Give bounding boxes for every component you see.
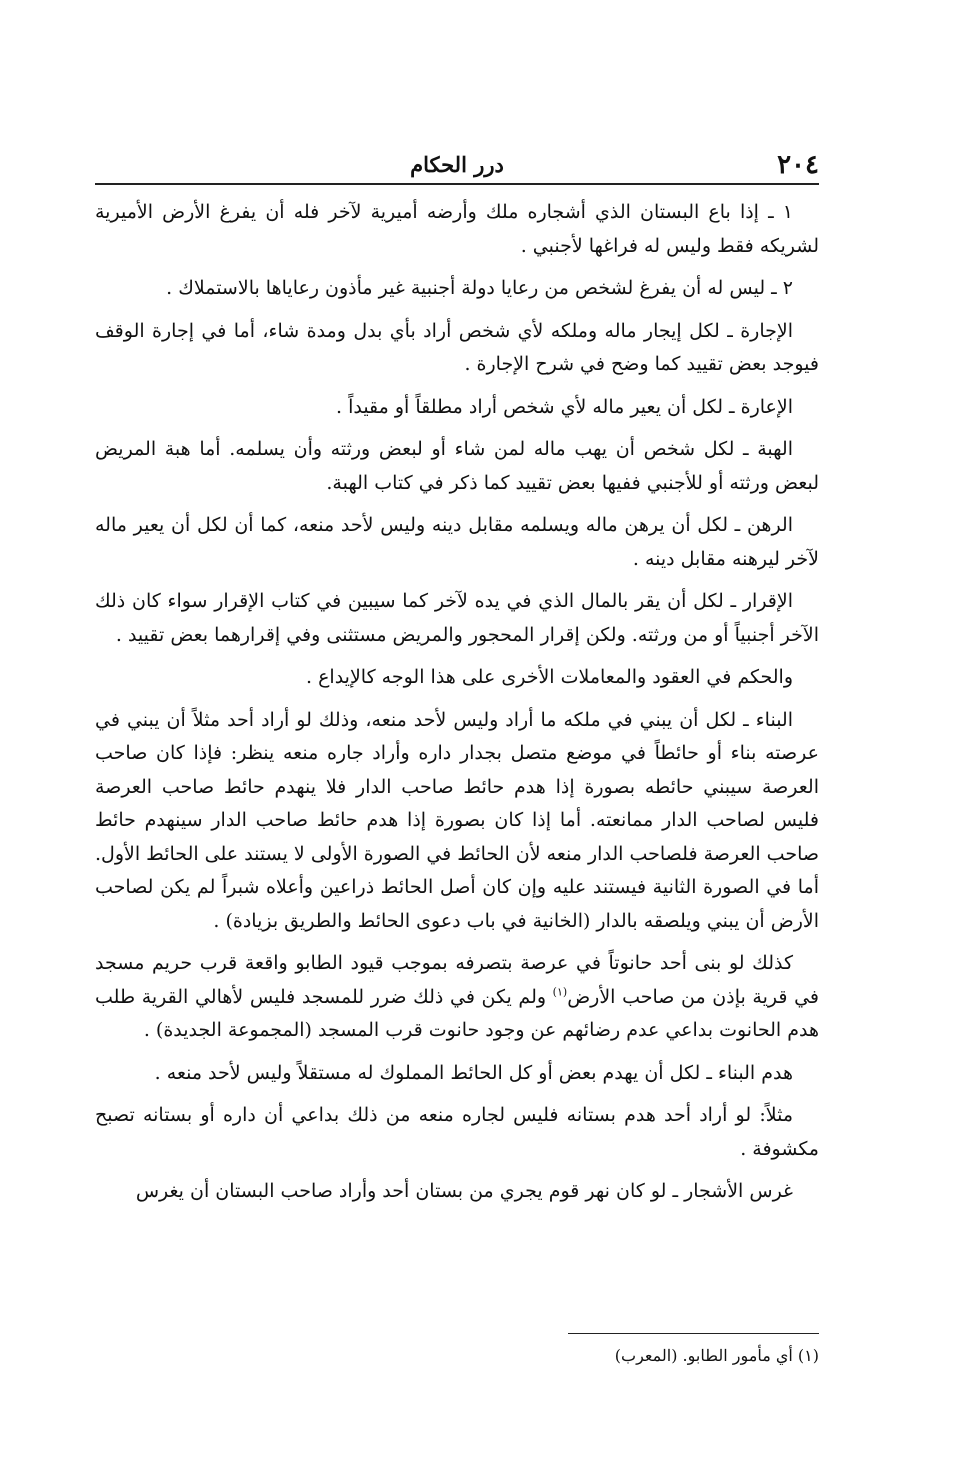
paragraph-shop-text-start: كذلك لو بنى أحد حانوتاً في عرصة بتصرفه بموجب قيود الطابو واقعة قرب حريم مسجد في قرية بإذن من صاحب الأرض <box>95 952 820 1008</box>
paragraph-building: البناء ـ لكل أن يبني في ملكه ما أراد وليس لأحد منعه، وذلك لو أراد أحد مثلاً أن يبني في عرصته بناء أو حائطاً في موضع متصل بجدار داره وأراد جاره منعه ينظر: فإذا كان صاحب العرصة سيبني حائطه بصورة إذا هدم حائط صاحب الدار فلا ينهدم حائط صاحب العرصة فليس لصاحب الدار ممانعته. أما إذا كان بصورة إذا هدم حائط صاحب الدار سينهدم حائط صاحب العرصة فلصاحب الدار منعه لأن الحائط في الصورة الأولى لا يستند على الحائط الأول. أما في الصورة الثانية فيستند عليه وإن كان أصل الحائط ذراعين وأعلاه شبراً لم يكن لصاحب الأرض أن يبني ويلصقه بالدار (الخانية في باب دعوى الحائط والطريق بزيادة) . <box>95 708 819 932</box>
paragraph-lease: الإجارة ـ لكل إيجار ماله وملكه لأي شخص أراد بأي بدل ومدة شاء، أما في إجارة الوقف فيوجد بعض تقييد كما وضح في شرح الإجارة . <box>95 319 819 375</box>
paragraph-sale-one: ١ ـ إذا باع البستان الذي أشجاره ملك وأرضه أميرية لآخر فله أن يفرغ الأرض الأميرية لشريكه فقط وليس له فراغها لأجنبي . <box>95 201 819 257</box>
paragraph-shop <box>95 947 819 1048</box>
paragraph-pledge: الرهن ـ لكل أن يرهن ماله ويسلمه مقابل دينه وليس لأحد منعه، كما أن لكل أن يعير ماله لآخر ليرهنه مقابل دينه . <box>95 514 819 570</box>
running-title: درر الحكام <box>410 152 504 177</box>
footnote-rule <box>568 1333 819 1334</box>
header-rule <box>95 183 819 185</box>
paragraph-gift: الهبة ـ لكل شخص أن يهب ماله لمن شاء أو لبعض ورثته وأن يسلمه. أما هبة المريض لبعض ورثته أو للأجنبي ففيها بعض تقييد كما ذكر في كتاب الهبة. <box>95 438 819 494</box>
paragraph-loan: الإعارة ـ لكل أن يعير ماله لأي شخص أراد مطلقاً أو مقيداً . <box>335 395 793 418</box>
paragraph-demolition: هدم البناء ـ لكل أن يهدم بعض أو كل الحائط المملوك له مستقلاً وليس لأحد منعه . <box>154 1061 793 1084</box>
paragraph-sale-two: ٢ ـ ليس له أن يفرغ لشخص من رعايا دولة أجنبية غير مأذون رعاياها بالاستملاك . <box>166 277 793 299</box>
paragraph-shop-text-end: ولم يكن في ذلك ضرر للمسجد فليس لأهالي القرية طلب هدم الحانوت بداعي عدم رضائهم عن وجود حانوت قرب المسجد (المجموعة الجديدة) . <box>95 985 819 1041</box>
paragraph-example: مثلاً: لو أراد أحد هدم بستانه فليس لجاره منعه من ذلك بداعي أن داره أو بستانه تصبح مكشوفة . <box>95 1104 819 1160</box>
paragraph-other-contracts: والحكم في العقود والمعاملات الأخرى على هذا الوجه كالإيداع . <box>306 666 793 688</box>
paragraph-planting: غرس الأشجار ـ لو كان نهر قوم يجري من بستان أحد وأراد صاحب البستان أن يغرس <box>135 1180 793 1202</box>
page-header <box>95 148 819 182</box>
body-text <box>95 196 819 1218</box>
footnote-marker: (١) <box>552 985 568 999</box>
page-number: ٢٠٤ <box>777 150 819 180</box>
footnote: (١) أي مأمور الطابو. (المعرب) <box>614 1346 819 1365</box>
paragraph-acknowledgment: الإقرار ـ لكل أن يقر بالمال الذي في يده لآخر كما سيبين في كتاب الإقرار سواء كان ذلك الآخر أجنبياً أو من ورثته. ولكن إقرار المحجور والمريض مستثنى وفي إقرارهما بعض تقييد . <box>95 590 819 646</box>
